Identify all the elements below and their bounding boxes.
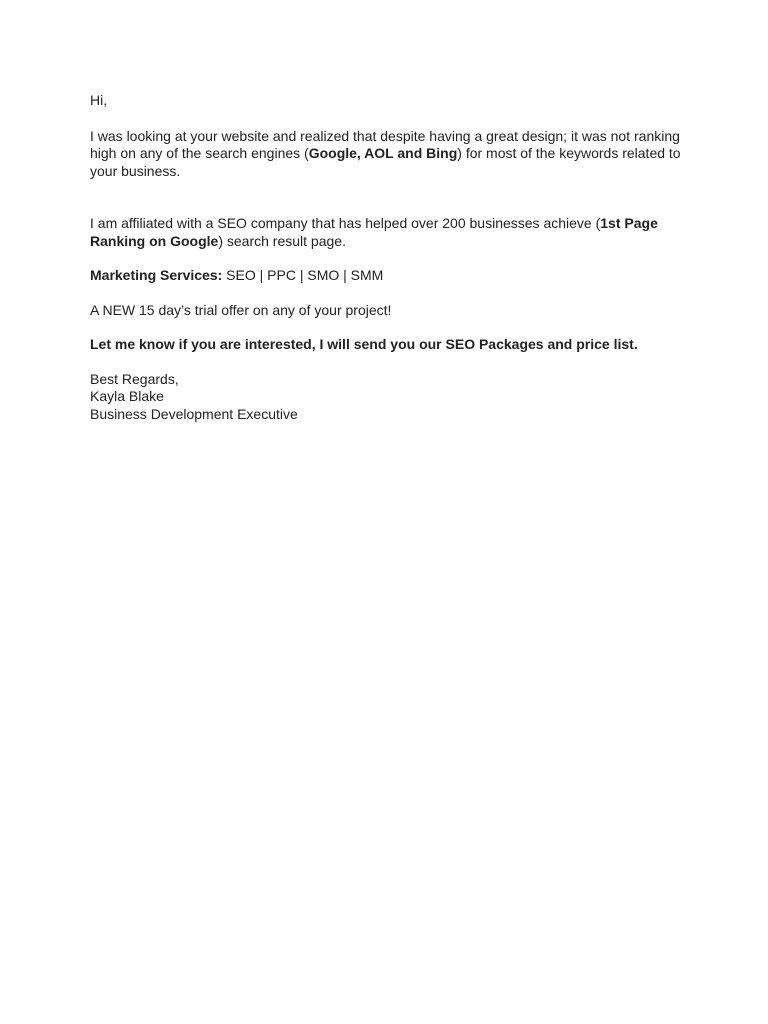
signoff — [90, 371, 690, 424]
sender-title: Business Development Executive — [90, 405, 298, 422]
greeting: Hi, — [90, 92, 108, 108]
intro-paragraph — [90, 128, 690, 181]
affiliation-text-end: ) search result page. — [218, 232, 346, 249]
affiliation-text-start: I am affiliated with a SEO company that has helped over 200 businesses achieve ( — [90, 215, 601, 231]
intro-text-start: I was looking at your website and realized that despite having a great design; it was not ranking high on any of the search engines ( — [90, 127, 680, 161]
offer-line: A NEW 15 day’s trial offer on any of your project! — [90, 301, 392, 318]
sender-name: Kayla Blake — [90, 388, 164, 404]
call-to-action-text: Let me know if you are interested, I will send you our SEO Packages and price list. — [90, 336, 638, 352]
call-to-action — [90, 336, 690, 354]
letter-body — [90, 92, 690, 423]
closing: Best Regards, — [90, 370, 179, 387]
services-label: Marketing Services: — [90, 267, 223, 283]
search-engines-bold: Google, AOL and Bing — [308, 145, 458, 161]
intro-text-end: ) for most of the keywords related to your business. — [90, 145, 681, 179]
affiliation-paragraph — [90, 215, 690, 250]
ranking-bold: 1st Page Ranking on Google — [90, 215, 658, 249]
services-value: SEO | PPC | SMO | SMM — [222, 267, 384, 283]
services-line — [90, 267, 690, 285]
